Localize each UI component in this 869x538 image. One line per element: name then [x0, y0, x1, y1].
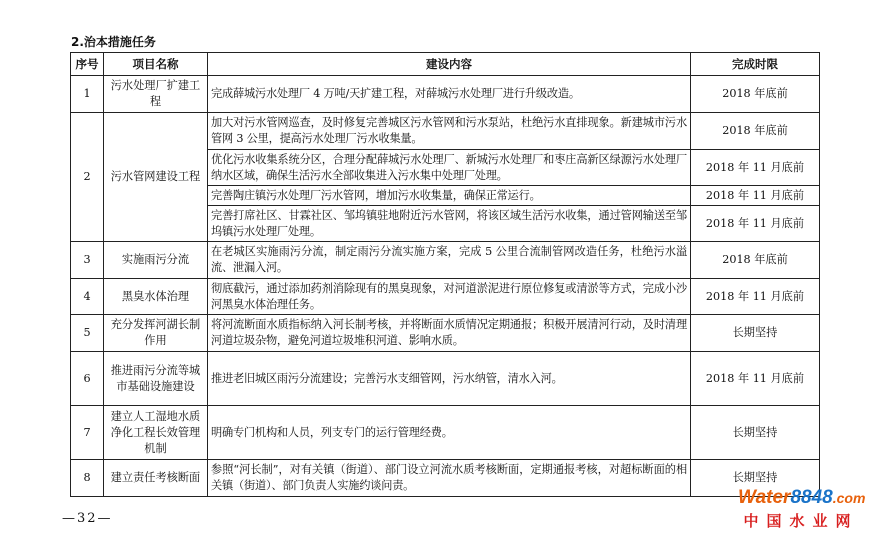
tasks-table	[70, 52, 820, 497]
row-no: 4	[71, 279, 104, 315]
header-content: 建设内容	[208, 53, 691, 76]
table-header-row	[71, 53, 820, 76]
row-content: 在老城区实施雨污分流，制定雨污分流实施方案，完成 5 公里合流制管网改造任务，杜绝污水溢流、泄漏入河。	[208, 242, 691, 279]
row-no: 3	[71, 242, 104, 279]
row-time: 2018 年 11 月底前	[691, 186, 820, 206]
watermark-brand-b: 8848	[790, 487, 833, 508]
row-time: 长期坚持	[691, 406, 820, 460]
row-no: 6	[71, 352, 104, 406]
row-content: 完善打席社区、甘霖社区、邹坞镇驻地附近污水管网，将该区域生活污水收集，通过管网输送至邹坞镇污水处理厂处理。	[208, 206, 691, 242]
row-time: 2018 年 11 月底前	[691, 352, 820, 406]
watermark-cn: 中国水业网	[743, 512, 859, 530]
table-row	[71, 406, 820, 460]
row-no: 1	[71, 76, 104, 113]
row-name: 污水处理厂扩建工程	[104, 76, 208, 113]
row-content: 推进老旧城区雨污分流建设；完善污水支细管网，污水纳管，清水入河。	[208, 352, 691, 406]
row-time: 长期坚持	[691, 460, 820, 497]
watermark-brand-a: Water	[738, 487, 791, 508]
watermark-logo	[738, 488, 865, 508]
section-title: 2.治本措施任务	[71, 35, 156, 49]
row-content: 优化污水收集系统分区，合理分配薛城污水处理厂、新城污水处理厂和枣庄高新区绿源污水处理厂纳水区域，确保生活污水全部收集进入污水集中处理厂处理。	[208, 150, 691, 186]
row-time: 2018 年底前	[691, 242, 820, 279]
row-name: 推进雨污分流等城市基础设施建设	[104, 352, 208, 406]
row-no: 5	[71, 315, 104, 352]
table-row	[71, 315, 820, 352]
row-name: 充分发挥河湖长制作用	[104, 315, 208, 352]
page-number: —32—	[62, 511, 113, 526]
table-row	[71, 279, 820, 315]
row-time: 2018 年 11 月底前	[691, 150, 820, 186]
header-time: 完成时限	[691, 53, 820, 76]
header-name: 项目名称	[104, 53, 208, 76]
table-row	[71, 242, 820, 279]
table-row	[71, 76, 820, 113]
table-row	[71, 352, 820, 406]
row-content: 参照“河长制”，对有关镇（街道）、部门设立河流水质考核断面，定期通报考核，对超标断面的相关镇（街道）、部门负责人实施约谈问责。	[208, 460, 691, 497]
row-time: 2018 年 11 月底前	[691, 279, 820, 315]
row-name: 建立人工湿地水质净化工程长效管理机制	[104, 406, 208, 460]
header-no: 序号	[71, 53, 104, 76]
row-content: 彻底截污，通过添加药剂消除现有的黑臭现象，对河道淤泥进行原位修复或清淤等方式，完成小沙河黑臭水体治理任务。	[208, 279, 691, 315]
row-content: 将河流断面水质指标纳入河长制考核，并将断面水质情况定期通报；积极开展清河行动，及时清理河道垃圾杂物，避免河道垃圾堆积河道、影响水质。	[208, 315, 691, 352]
row-content: 完成薛城污水处理厂 4 万吨/天扩建工程，对薛城污水处理厂进行升级改造。	[208, 76, 691, 113]
row-time: 长期坚持	[691, 315, 820, 352]
row-name: 建立责任考核断面	[104, 460, 208, 497]
table-row	[71, 460, 820, 497]
row-time: 2018 年底前	[691, 113, 820, 150]
row-content: 加大对污水管网巡查，及时修复完善城区污水管网和污水泵站，杜绝污水直排现象。新建城市污水管网 3 公里，提高污水处理厂污水收集量。	[208, 113, 691, 150]
table-row	[71, 113, 820, 150]
row-time: 2018 年底前	[691, 76, 820, 113]
row-no: 8	[71, 460, 104, 497]
row-name: 污水管网建设工程	[104, 113, 208, 242]
row-no: 2	[71, 113, 104, 242]
row-time: 2018 年 11 月底前	[691, 206, 820, 242]
row-no: 7	[71, 406, 104, 460]
row-content: 完善陶庄镇污水处理厂污水管网，增加污水收集量，确保正常运行。	[208, 186, 691, 206]
row-content: 明确专门机构和人员，列支专门的运行管理经费。	[208, 406, 691, 460]
watermark-brand-c: .com	[832, 490, 866, 506]
row-name: 实施雨污分流	[104, 242, 208, 279]
row-name: 黑臭水体治理	[104, 279, 208, 315]
site-watermark	[738, 488, 864, 531]
